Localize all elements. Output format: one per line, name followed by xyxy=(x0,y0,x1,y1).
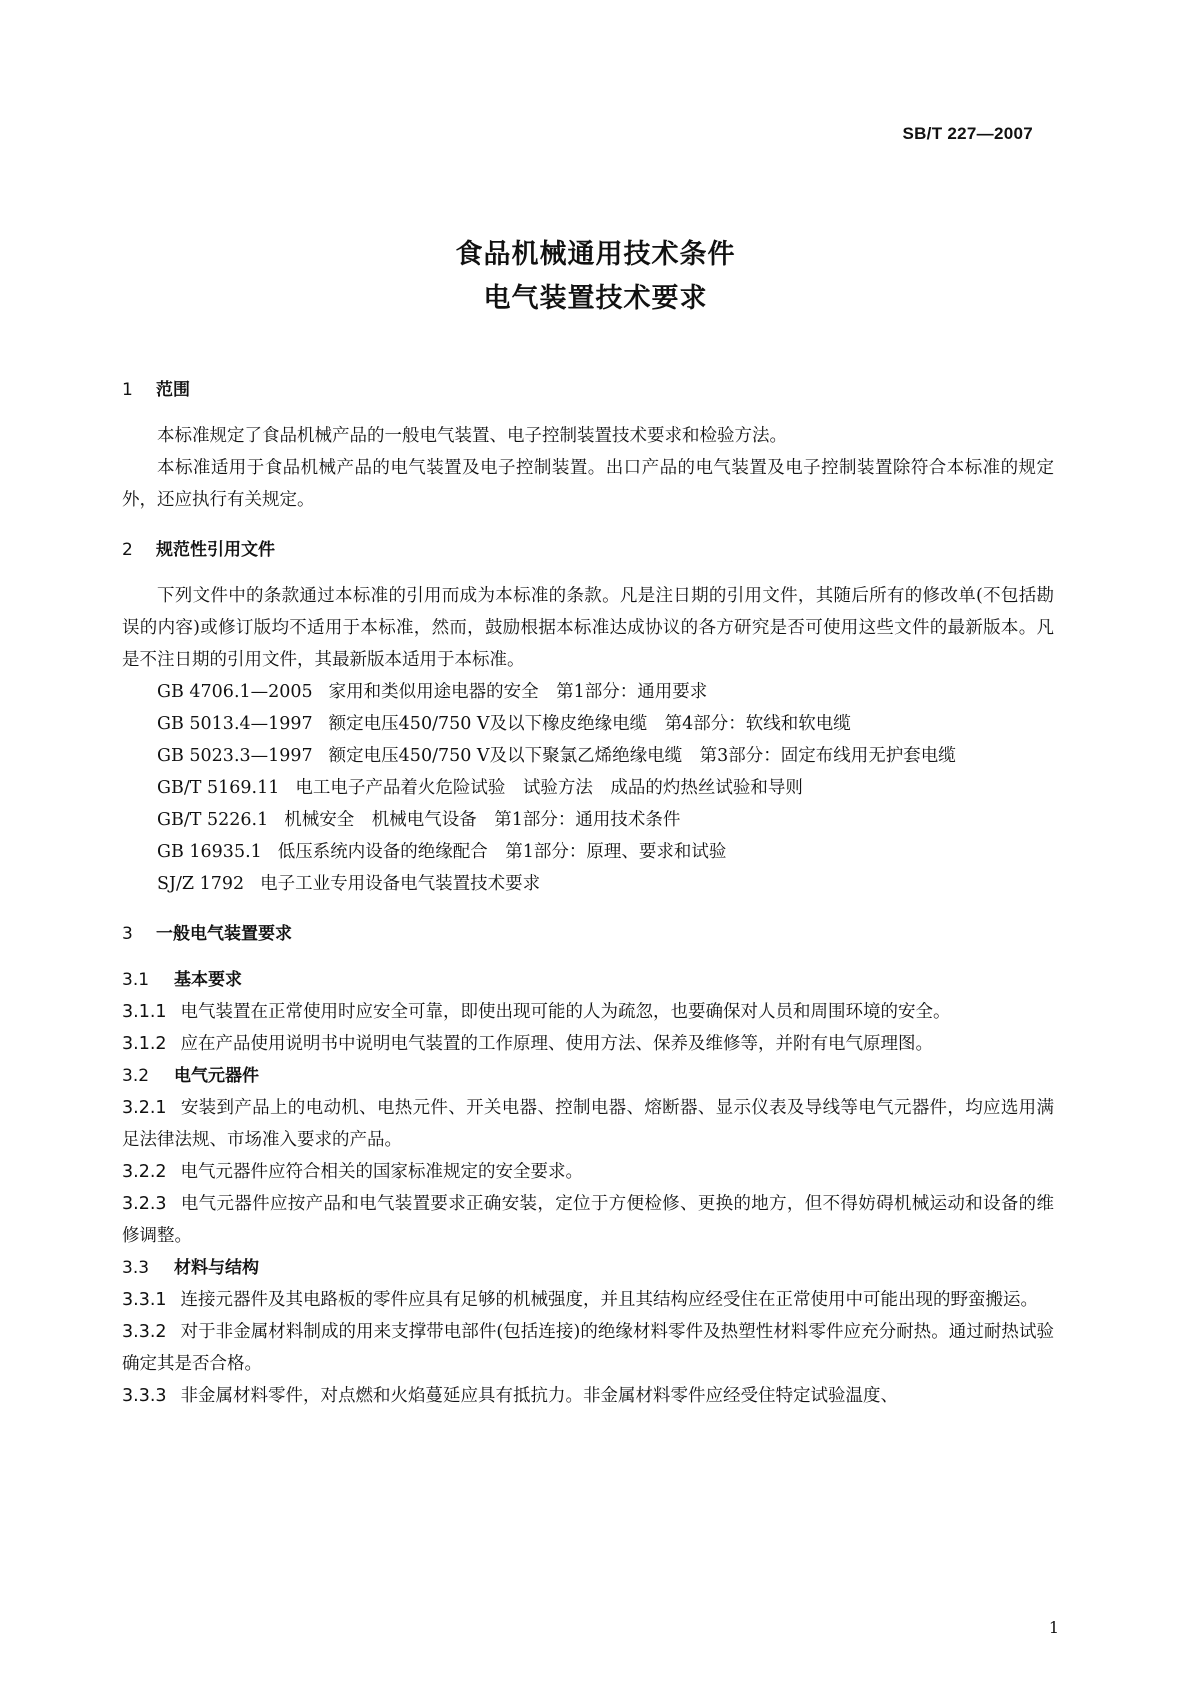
section-title: 范围 xyxy=(156,380,190,400)
clause-number: 3.3.2 xyxy=(122,1322,167,1342)
reference-item xyxy=(122,676,1054,708)
reference-item xyxy=(122,868,1054,900)
clause-text: 应在产品使用说明书中说明电气装置的工作原理、使用方法、保养及维修等，并附有电气原理图。 xyxy=(180,1034,934,1054)
reference-code: GB 5023.3—1997 xyxy=(157,746,313,766)
page-number: 1 xyxy=(1048,1618,1059,1637)
clause-text: 安装到产品上的电动机、电热元件、开关电器、控制电器、熔断器、显示仪表及导线等电气元器件，均应选用满足法律法规、市场准入要求的产品。 xyxy=(122,1098,1054,1150)
clause-3-3-2 xyxy=(122,1316,1054,1380)
section-heading-2 xyxy=(122,534,1054,566)
clause-3-2-2 xyxy=(122,1156,1054,1188)
reference-item xyxy=(122,740,1054,772)
subsection-number: 3.3 xyxy=(122,1258,150,1278)
clause-text: 电气元器件应按产品和电气装置要求正确安装，定位于方便检修、更换的地方，但不得妨碍机械运动和设备的维修调整。 xyxy=(122,1194,1054,1246)
clause-text: 连接元器件及其电路板的零件应具有足够的机械强度，并且其结构应经受住在正常使用中可能出现的野蛮搬运。 xyxy=(180,1290,1039,1310)
subsection-heading-3-3 xyxy=(122,1252,1054,1284)
reference-code: GB 4706.1—2005 xyxy=(157,682,313,702)
reference-title: 机械安全 机械电气设备 第1部分：通用技术条件 xyxy=(284,810,681,830)
section-number: 1 xyxy=(122,380,133,400)
paragraph: 本标准规定了食品机械产品的一般电气装置、电子控制装置技术要求和检验方法。 xyxy=(157,426,787,446)
reference-code: GB 16935.1 xyxy=(157,842,262,862)
reference-code: GB/T 5226.1 xyxy=(157,810,269,830)
clause-3-1-1 xyxy=(122,996,1054,1028)
reference-title: 电工电子产品着火危险试验 试验方法 成品的灼热丝试验和导则 xyxy=(295,778,803,798)
section-heading-3 xyxy=(122,918,1054,950)
document-title-line2: 电气装置技术要求 xyxy=(483,283,708,314)
clause-number: 3.1.2 xyxy=(122,1034,167,1054)
subsection-title: 材料与结构 xyxy=(174,1258,259,1278)
reference-item xyxy=(122,708,1054,740)
reference-title: 低压系统内设备的绝缘配合 第1部分：原理、要求和试验 xyxy=(277,842,727,862)
section-number: 3 xyxy=(122,924,133,944)
section-title: 一般电气装置要求 xyxy=(156,924,292,944)
clause-3-3-1 xyxy=(122,1284,1054,1316)
clause-text: 电气装置在正常使用时应安全可靠，即使出现可能的人为疏忽，也要确保对人员和周围环境的安全。 xyxy=(180,1002,951,1022)
section-number: 2 xyxy=(122,540,133,560)
clause-3-1-2 xyxy=(122,1028,1054,1060)
reference-code: GB 5013.4—1997 xyxy=(157,714,313,734)
paragraph: 下列文件中的条款通过本标准的引用而成为本标准的条款。凡是注日期的引用文件，其随后所有的修改单(不包括勘误的内容)或修订版均不适用于本标准，然而，鼓励根据本标准达成协议的各方研究是否可使用这些文件的最新版本。凡是不注日期的引用文件，其最新版本适用于本标准。 xyxy=(122,586,1054,670)
reference-title: 电子工业专用设备电气装置技术要求 xyxy=(260,874,541,894)
reference-title: 额定电压450/750 V及以下聚氯乙烯绝缘电缆 第3部分：固定布线用无护套电缆 xyxy=(328,746,956,766)
reference-title: 家用和类似用途电器的安全 第1部分：通用要求 xyxy=(328,682,708,702)
section-heading-1 xyxy=(122,374,1054,406)
subsection-heading-3-2 xyxy=(122,1060,1054,1092)
clause-3-2-1 xyxy=(122,1092,1054,1156)
clause-number: 3.3.3 xyxy=(122,1386,167,1406)
reference-item xyxy=(122,836,1054,868)
clause-number: 3.2.2 xyxy=(122,1162,167,1182)
subsection-number: 3.1 xyxy=(122,970,150,990)
section-title: 规范性引用文件 xyxy=(156,540,275,560)
clause-number: 3.3.1 xyxy=(122,1290,167,1310)
subsection-title: 电气元器件 xyxy=(174,1066,259,1086)
reference-item xyxy=(122,772,1054,804)
clause-text: 对于非金属材料制成的用来支撑带电部件(包括连接)的绝缘材料零件及热塑性材料零件应充分耐热。通过耐热试验确定其是否合格。 xyxy=(122,1322,1054,1374)
reference-code: SJ/Z 1792 xyxy=(157,874,245,894)
clause-text: 电气元器件应符合相关的国家标准规定的安全要求。 xyxy=(180,1162,584,1182)
clause-number: 3.2.1 xyxy=(122,1098,167,1118)
reference-item xyxy=(122,804,1054,836)
subsection-heading-3-1 xyxy=(122,964,1054,996)
standard-code: SB/T 227—2007 xyxy=(902,124,1033,143)
clause-text: 非金属材料零件，对点燃和火焰蔓延应具有抵抗力。非金属材料零件应经受住特定试验温度、 xyxy=(180,1386,899,1406)
document-title-line1: 食品机械通用技术条件 xyxy=(455,239,736,270)
clause-number: 3.2.3 xyxy=(122,1194,167,1214)
subsection-number: 3.2 xyxy=(122,1066,150,1086)
paragraph: 本标准适用于食品机械产品的电气装置及电子控制装置。出口产品的电气装置及电子控制装置除符合本标准的规定外，还应执行有关规定。 xyxy=(122,458,1054,510)
document-body xyxy=(122,374,1054,1412)
reference-title: 额定电压450/750 V及以下橡皮绝缘电缆 第4部分：软线和软电缆 xyxy=(328,714,851,734)
clause-3-2-3 xyxy=(122,1188,1054,1252)
subsection-title: 基本要求 xyxy=(174,970,242,990)
clause-number: 3.1.1 xyxy=(122,1002,167,1022)
reference-code: GB/T 5169.11 xyxy=(157,778,280,798)
clause-3-3-3 xyxy=(122,1380,1054,1412)
